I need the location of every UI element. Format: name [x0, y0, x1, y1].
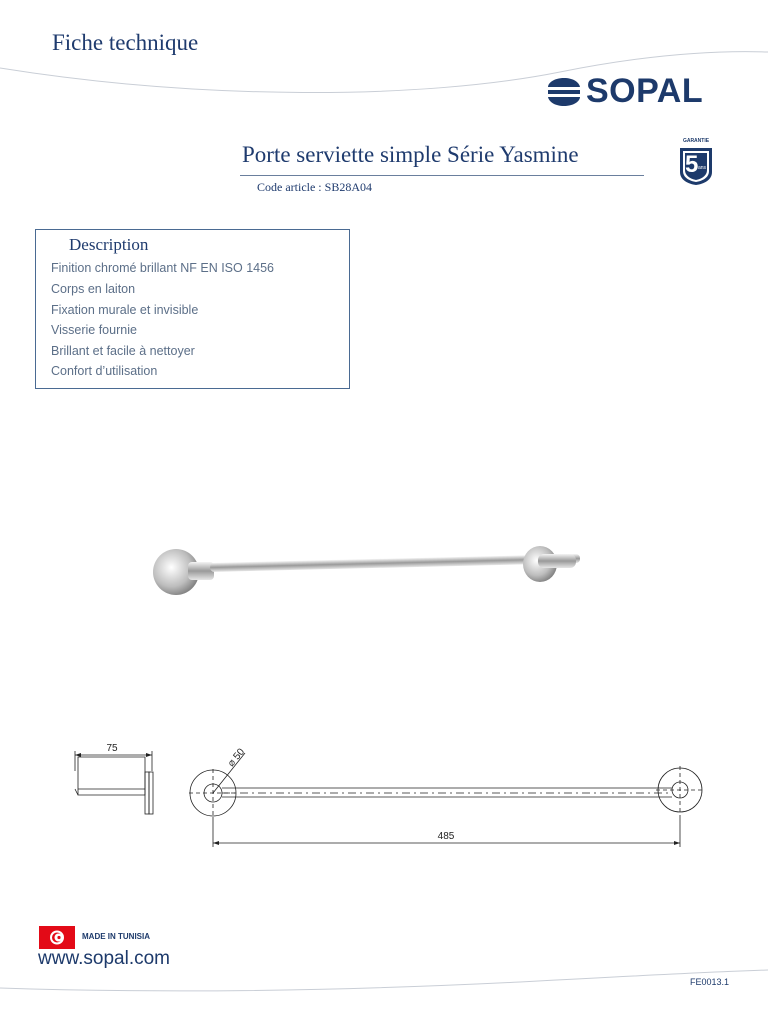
product-title: Porte serviette simple Série Yasmine — [242, 142, 579, 167]
sopal-logo-icon — [546, 76, 582, 108]
product-image — [148, 540, 588, 600]
technical-drawing — [60, 735, 720, 855]
description-item: Finition chromé brillant NF EN ISO 1456 — [51, 261, 275, 275]
page-title: Fiche technique — [52, 30, 199, 55]
description-item: Fixation murale et invisible — [51, 303, 199, 317]
description-heading: Description — [69, 235, 149, 254]
description-item: Confort d’utilisation — [51, 364, 158, 378]
description-item: Visserie fournie — [51, 323, 137, 337]
document-code: FE0013.1 — [690, 977, 730, 987]
diameter-dimension: ⌀ 50 — [225, 746, 248, 769]
footer-wave — [0, 960, 768, 1000]
brand-name: SOPAL — [586, 72, 704, 110]
description-box — [35, 229, 350, 389]
sopal-logo — [546, 72, 716, 112]
length-dimension: 485 — [437, 831, 455, 842]
garantie-badge — [678, 138, 714, 186]
garantie-years: 5 — [685, 151, 699, 178]
tunisia-flag-icon — [39, 926, 75, 949]
made-in-label: MADE IN TUNISIA — [82, 932, 150, 941]
garantie-label: GARANTIE — [682, 138, 710, 144]
garantie-unit: ans — [698, 165, 707, 171]
description-item: Brillant et facile à nettoyer — [51, 344, 195, 358]
website-link[interactable]: www.sopal.com — [38, 948, 170, 969]
article-code: Code article : SB28A04 — [257, 180, 372, 194]
description-item: Corps en laiton — [51, 282, 136, 296]
title-divider — [240, 175, 644, 176]
depth-dimension: 75 — [106, 743, 118, 754]
